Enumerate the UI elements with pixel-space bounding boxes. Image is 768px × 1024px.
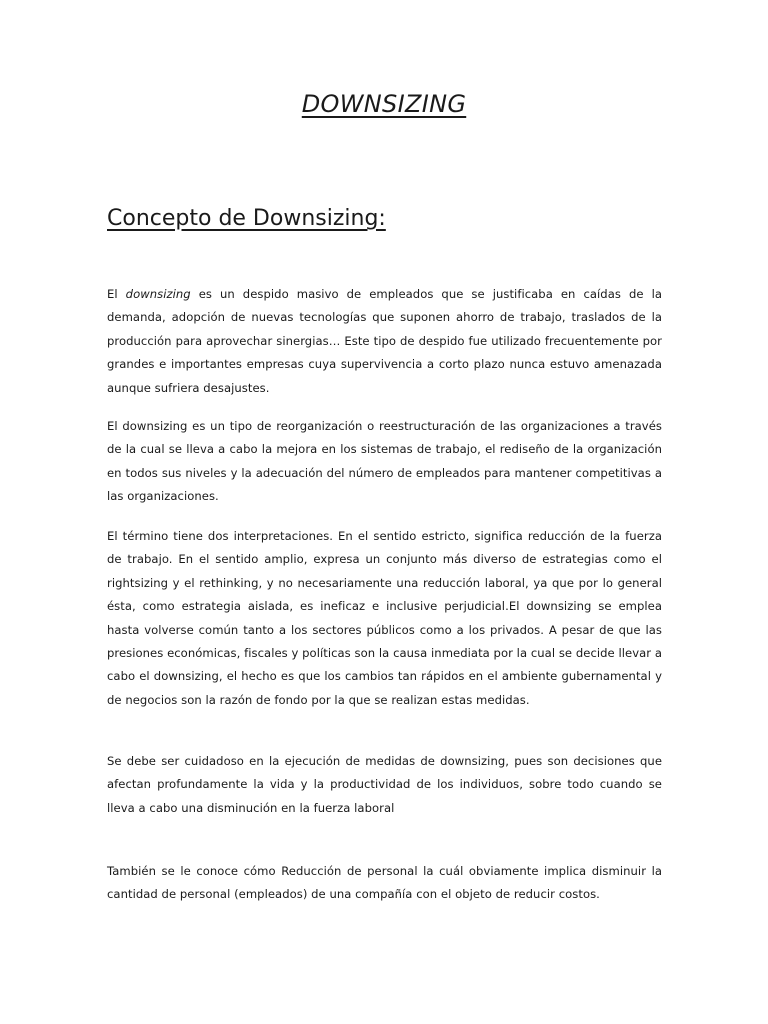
paragraph-reorganization: El downsizing es un tipo de reorganización o reestructuración de las organizaciones a través de la cual se lleva a cabo la mejora en los sistemas de trabajo, el rediseño de la organización en todos sus niveles y la adecuación del número de empleados para mantener competitivas a las organizaciones.	[107, 419, 662, 504]
paragraph-definition	[107, 283, 662, 400]
section-heading: Concepto de Downsizing:	[107, 206, 386, 231]
paragraph-interpretations: El término tiene dos interpretaciones. En el sentido estricto, significa reducción de la fuerza de trabajo. En el sentido amplio, expresa un conjunto más diverso de estrategias como el rightsizing y el rethinking, y no necesariamente una reducción laboral, ya que por lo general ésta, como estrategia aislada, es ineficaz e inclusive perjudicial.El downsizing se emplea hasta volverse común tanto a los sectores públicos como a los privados. A pesar de que las presiones económicas, fiscales y políticas son la causa inmediata por la cual se decide llevar a cabo el downsizing, el hecho es que los cambios tan rápidos en el ambiente gubernamental y de negocios son la razón de fondo por la que se realizan estas medidas.	[107, 529, 662, 707]
paragraph-1-lead: El	[107, 287, 126, 301]
paragraph-personnel-reduction: También se le conoce cómo Reducción de personal la cuál obviamente implica disminuir la cantidad de personal (empleados) de una compañía con el objeto de reducir costos.	[107, 864, 662, 902]
document-title: DOWNSIZING	[301, 90, 467, 118]
paragraph-1-rest: es un despido masivo de empleados que se justificaba en caídas de la demanda, adopción de nuevas tecnologías que suponen ahorro de trabajo, traslados de la producción para aprovechar sinergias… Este tipo de despido fue utilizado frecuentemente por grandes e importantes empresas cuya supervivencia a corto plazo nunca estuvo amenazada aunque sufriera desajustes.	[107, 287, 662, 395]
paragraph-caution: Se debe ser cuidadoso en la ejecución de medidas de downsizing, pues son decisiones que afectan profundamente la vida y la productividad de los individuos, sobre todo cuando se lleva a cabo una disminución en la fuerza laboral	[107, 754, 662, 815]
paragraph-1-emphasis: downsizing	[125, 287, 191, 301]
